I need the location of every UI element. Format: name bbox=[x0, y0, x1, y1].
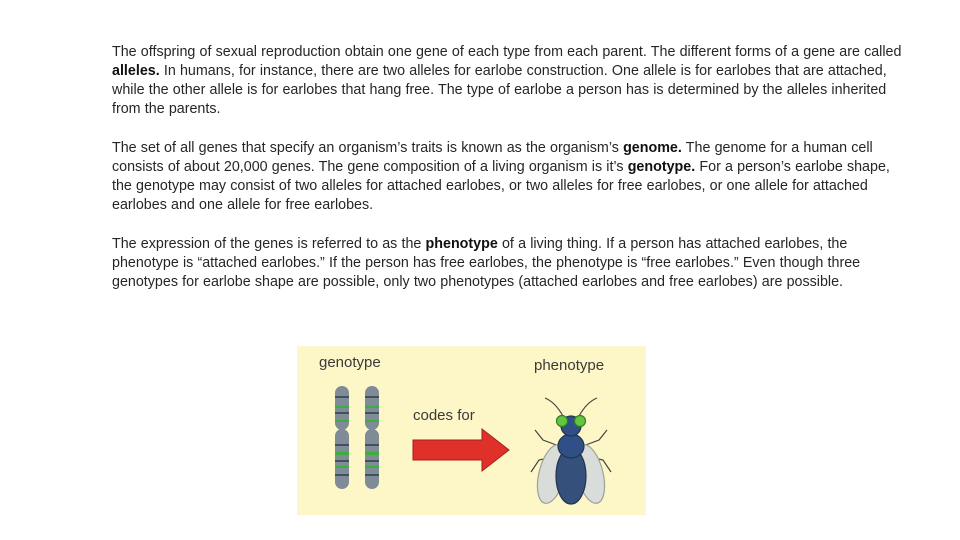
text-run: In humans, for instance, there are two alleles for earlobe construction. One allele is for earlobes that are attached, while the other allele is for earlobes that hang free. The type of earlobe a person has is determined by the alleles inherited from the parents. bbox=[112, 63, 887, 117]
chromosome-icon bbox=[365, 386, 379, 489]
term-phenotype: phenotype bbox=[425, 236, 498, 252]
text-run: For a person’s earlobe shape, the genotype may consist of two alleles for attached earlobes, or two alleles for free earlobes, or one allele for attached earlobes and one allele for free earlobes. bbox=[112, 159, 890, 213]
text-run: The set of all genes that specify an organism’s traits is known as the organism’s bbox=[112, 140, 624, 156]
arrow-right-icon bbox=[413, 429, 509, 471]
genotype-phenotype-figure bbox=[297, 346, 646, 515]
paragraph-alleles bbox=[112, 43, 912, 119]
term-genome: genome. bbox=[623, 140, 682, 156]
text-run: The offspring of sexual reproduction obtain one gene of each type from each parent. The different forms of a gene are called bbox=[112, 44, 902, 60]
codes-for-label: codes for bbox=[413, 407, 475, 424]
text-run: The genome for a human cell consists of about 20,000 genes. The gene composition of a living organism is it’s bbox=[112, 140, 873, 175]
genotype-label: genotype bbox=[319, 354, 381, 371]
term-genotype: genotype. bbox=[627, 159, 696, 175]
phenotype-label: phenotype bbox=[534, 357, 605, 374]
paragraph-phenotype bbox=[112, 235, 912, 292]
text-run: The expression of the genes is referred to as the bbox=[112, 236, 426, 252]
term-alleles: alleles. bbox=[112, 63, 160, 79]
fly-icon bbox=[531, 398, 611, 506]
paragraph-genome bbox=[112, 139, 912, 215]
text-run: of a living thing. If a person has attached earlobes, the phenotype is “attached earlobes.” If the person has free earlobes, the phenotype is “free earlobes.” Even though three genotypes for earlobe shape are possible, only two phenotypes (attached earlobes and free earlobes) are possible. bbox=[112, 236, 861, 290]
chromosome-icon bbox=[335, 386, 349, 489]
